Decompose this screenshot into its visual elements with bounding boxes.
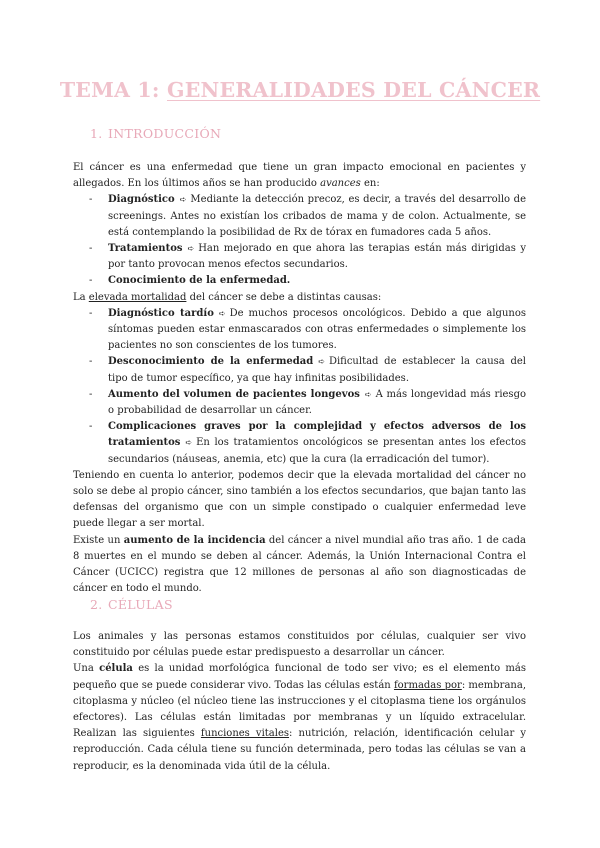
list-item-term: Tratamientos xyxy=(108,243,183,255)
page-title xyxy=(0,78,600,102)
intro-section-body xyxy=(73,160,526,597)
section-title: CÉLULAS xyxy=(108,597,173,612)
cells-section-body xyxy=(73,629,526,775)
section-heading-cells xyxy=(90,597,173,612)
bullet-dash: - xyxy=(89,307,93,319)
intro-paragraph-3: Teniendo en cuenta lo anterior, podemos decir que la elevada mortalidad del cáncer no solo se debe al propio cáncer, sino también a los efectos secundarios, que bajan tanto las defensas del organismo que con un simple constipado o cualquier enfermedad leve puede llegar a ser mortal. xyxy=(73,469,526,530)
intro-paragraph-2 xyxy=(73,290,526,306)
bold-text: aumento de la incidencia xyxy=(123,534,266,546)
mortality-causes-list xyxy=(73,306,526,468)
bullet-dash: - xyxy=(89,275,93,287)
list-item-term: Desconocimiento de la enfermedad xyxy=(108,356,314,368)
arrow-icon: ➪ xyxy=(218,308,226,318)
list-item-term: Complicaciones graves por la complejidad y efectos adversos de los tratamientos xyxy=(108,421,526,449)
list-item-text: Dificultad de establecer la causa del tipo de tumor específico, ya que hay infinitas posibilidades. xyxy=(108,356,526,384)
list-item-text: En los tratamientos oncológicos se presentan antes los efectos secundarios (náuseas, anemia, etc) que la cura (la erradicación del tumor). xyxy=(108,437,526,465)
bullet-dash: - xyxy=(89,356,93,368)
bold-text: célula xyxy=(99,663,133,675)
text-run: en: xyxy=(360,178,380,190)
bullet-dash: - xyxy=(89,243,93,255)
underlined-text: elevada mortalidad xyxy=(88,291,187,303)
list-item-text: A más longevidad más riesgo o probabilidad de desarrollar un cáncer. xyxy=(108,388,526,417)
section-number: 1. xyxy=(90,126,103,141)
bullet-dash: - xyxy=(89,194,93,206)
list-item xyxy=(73,419,526,468)
list-item-term: Aumento del volumen de pacientes longevos xyxy=(108,388,360,400)
arrow-icon: ➪ xyxy=(364,389,372,399)
list-item-text: Mediante la detección precoz, es decir, a través del desarrollo de screenings. Antes no existían los cribados de mama y de colon. Actualmente, se está contemplando la posibilidad de Rx de tórax en fumadores cada 5 años. xyxy=(108,194,526,238)
text-run: Existe un xyxy=(73,534,124,546)
text-run: : membrana, citoplasma y núcleo (el núcleo tiene las instrucciones y el citoplasma tiene los orgánulos efectores). Las células están limitadas por membranas y un líquido extracelular. Realizan las siguientes xyxy=(73,679,527,740)
section-title: INTRODUCCIÓN xyxy=(108,126,222,141)
arrow-icon: ➪ xyxy=(318,357,325,367)
cells-paragraph-1: Los animales y las personas estamos constituidos por células, cualquier ser vivo constituido por células puede estar predispuesto a desarrollar un cáncer. xyxy=(73,631,526,659)
arrow-icon: ➪ xyxy=(185,438,193,448)
bullet-dash: - xyxy=(89,421,93,433)
title-prefix: TEMA 1: xyxy=(59,78,167,102)
title-main: GENERALIDADES DEL CÁNCER xyxy=(167,78,541,102)
list-item xyxy=(73,273,526,289)
text-run: del cáncer a nivel mundial año tras año. 1 de cada 8 muertes en el mundo se deben al cáncer. Además, la Unión Internacional Contra el Cáncer (UCICC) registra que 12 millones de personas al año son diagnosticadas de cáncer en todo el mundo. xyxy=(73,534,527,595)
list-item xyxy=(73,192,526,241)
text-run: El cáncer es una enfermedad que tiene un gran impacto emocional en pacientes y allegados. En los últimos años se han producido xyxy=(73,162,526,190)
intro-paragraph-4 xyxy=(73,533,526,598)
list-item-text: De muchos procesos oncológicos. Debido a que algunos síntomas pueden estar enmascarados con otras enfermedades o simplemente los pacientes no son conscientes de los tumores. xyxy=(108,307,526,352)
list-item xyxy=(73,306,526,355)
text-run: Una xyxy=(73,663,100,675)
emphasis-text: avances xyxy=(320,178,361,190)
arrow-icon: ➪ xyxy=(187,244,195,254)
list-item xyxy=(73,241,526,273)
intro-paragraph-1 xyxy=(73,160,526,192)
section-number: 2. xyxy=(90,597,103,612)
list-item-term: Diagnóstico tardío xyxy=(108,307,214,319)
advances-list xyxy=(73,192,526,289)
text-run: del cáncer se debe a distintas causas: xyxy=(186,291,382,303)
underlined-text: funciones vitales xyxy=(200,728,290,740)
underlined-text: formadas por xyxy=(393,679,462,691)
section-heading-intro xyxy=(90,126,221,141)
list-item xyxy=(73,387,526,419)
list-item-term: Conocimiento de la enfermedad. xyxy=(108,275,291,287)
list-item-term: Diagnóstico xyxy=(108,194,175,206)
bullet-dash: - xyxy=(89,388,93,400)
arrow-icon: ➪ xyxy=(179,195,187,205)
cells-paragraph-2 xyxy=(73,661,526,774)
text-run: La xyxy=(73,291,89,303)
text-run: es la unidad morfológica funcional de todo ser vivo; es el elemento más pequeño que se puede considerar vivo. Todas las células están xyxy=(73,663,527,691)
list-item xyxy=(73,354,526,386)
list-item-text: Han mejorado en que ahora las terapias están más dirigidas y por tanto provocan menos efectos secundarios. xyxy=(108,243,526,271)
text-run: : nutrición, relación, identificación celular y reproducción. Cada célula tiene su función determinada, pero todas las células se van a reproducir, es la denominada vida útil de la célula. xyxy=(73,728,526,772)
